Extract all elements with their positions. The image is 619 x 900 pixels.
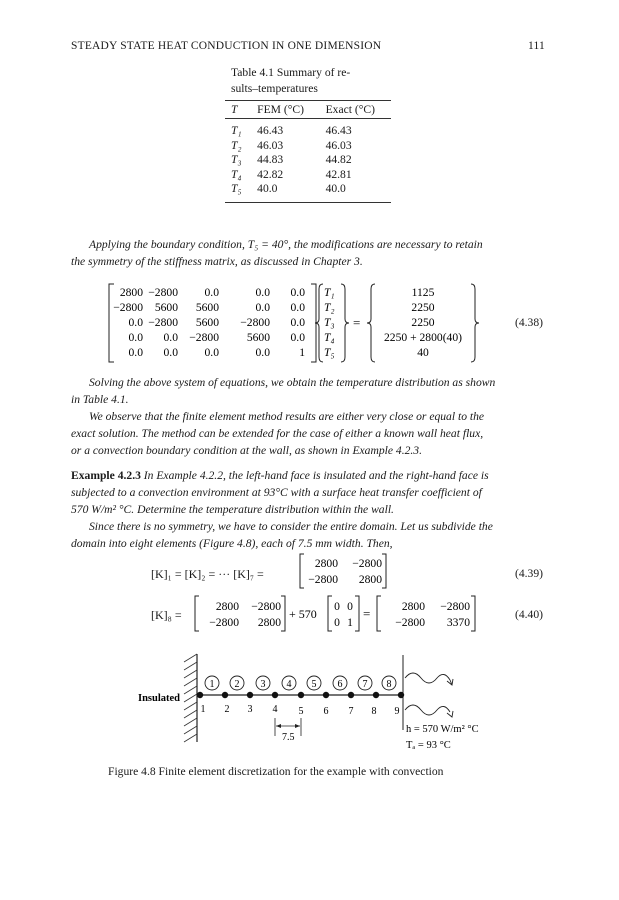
matrix-entry: 0.0 xyxy=(290,331,305,344)
matrix-entry: 2800 xyxy=(119,286,143,299)
table-caption-line1: Table 4.1 Summary of re- xyxy=(231,66,351,79)
matrix-entry: 0.0 xyxy=(290,286,305,299)
matrix-entry: 0 xyxy=(347,600,353,613)
matrix-entry: 0.0 xyxy=(128,346,143,359)
matrix-entry: 0.0 xyxy=(204,346,219,359)
matrix-bracket-left xyxy=(300,554,304,588)
matrix-entry: −2800 xyxy=(148,286,178,299)
element-number: 5 xyxy=(311,679,317,690)
node-dot xyxy=(398,692,404,698)
matrix-entry: 0.0 xyxy=(204,286,219,299)
page-number: 111 xyxy=(528,40,545,52)
node-number: 5 xyxy=(298,706,304,717)
ambient-temperature-label: Tₐ = 93 °C xyxy=(406,740,451,751)
matrix-entry: −2800 xyxy=(189,331,219,344)
vector-entry: 1125 xyxy=(411,286,435,299)
insulated-wall xyxy=(184,654,197,742)
matrix-bracket-right xyxy=(382,554,386,588)
text-line: Solving the above system of equations, we obtain the temperature distribution as shown xyxy=(89,376,496,389)
table-cell: 44.83 xyxy=(257,153,284,166)
matrix-entry: 2800 xyxy=(314,557,338,570)
table-header-row xyxy=(225,101,391,119)
example-text: In Example 4.2.2, the left-hand face is insulated and the right-hand face is xyxy=(143,469,489,482)
matrix-entry: 0.0 xyxy=(128,316,143,329)
matrix-bracket-right xyxy=(355,596,359,631)
node-number: 6 xyxy=(323,706,329,717)
table-row xyxy=(225,168,391,183)
element-number: 6 xyxy=(337,679,343,690)
table-cell: T₃ xyxy=(231,153,242,166)
node-number: 9 xyxy=(394,706,400,717)
node-dot xyxy=(272,692,278,698)
table-cell: 42.81 xyxy=(325,167,352,181)
matrix-bracket-right xyxy=(281,596,285,631)
matrix-entry: 0.0 xyxy=(255,286,270,299)
matrix-entry: 0.0 xyxy=(255,301,270,314)
rhs-brace-right xyxy=(471,284,479,362)
table-row xyxy=(225,139,391,154)
matrix-entry: −2800 xyxy=(440,600,470,613)
table-cell: 42.82 xyxy=(257,167,284,181)
equals-sign: = xyxy=(363,606,371,621)
vector-brace-right xyxy=(341,284,349,362)
node-number: 8 xyxy=(371,706,377,717)
equation-number: (4.38) xyxy=(515,316,544,329)
node-dot xyxy=(298,692,304,698)
element-number: 1 xyxy=(209,679,215,690)
text-line: Applying the boundary condition, T₅ = 40°, the modifications are necessary to retain xyxy=(89,238,483,251)
matrix-entry: 1 xyxy=(299,346,305,359)
node-number: 1 xyxy=(200,704,206,715)
table-cell: T₁ xyxy=(231,124,242,137)
node-labels xyxy=(201,704,400,717)
matrix-entry: 5600 xyxy=(195,301,219,314)
node-number: 3 xyxy=(247,704,253,715)
matrix-entry: 5600 xyxy=(246,331,270,344)
matrix-entry: 0.0 xyxy=(163,331,178,344)
table-header: T xyxy=(231,103,238,116)
table-row xyxy=(225,119,391,139)
stiffness-matrix xyxy=(113,286,305,359)
matrix-entry: 2800 xyxy=(215,600,239,613)
matrix-entry: 0.0 xyxy=(255,346,270,359)
matrix-entry: −2800 xyxy=(209,616,239,629)
node-dot xyxy=(323,692,329,698)
element-number: 3 xyxy=(260,679,266,690)
spacing-dimension xyxy=(275,718,301,743)
text-line: subjected to a convection environment at 93°C with a surface heat transfer coefficient of xyxy=(71,486,482,499)
running-header: STEADY STATE HEAT CONDUCTION IN ONE DIMENSION xyxy=(71,40,382,52)
text-line: domain into eight elements (Figure 4.8), each of 7.5 mm width. Then, xyxy=(71,537,393,550)
figure-4-8 xyxy=(130,650,500,760)
node-number: 2 xyxy=(224,704,230,715)
table-cell: 40.0 xyxy=(257,182,278,195)
table-cell: T₂ xyxy=(231,138,242,152)
node-number: 7 xyxy=(348,706,354,717)
matrix-entry: 1 xyxy=(347,616,353,629)
table-header: Exact (°C) xyxy=(325,103,375,116)
equation-number: (4.39) xyxy=(515,567,544,580)
table-row xyxy=(225,153,391,168)
nodes xyxy=(197,692,404,698)
table-row xyxy=(225,182,391,202)
table-caption-line2: sults–temperatures xyxy=(231,82,318,95)
element-number: 7 xyxy=(362,679,368,690)
example-label: Example 4.2.3 xyxy=(71,469,141,482)
table-header: FEM (°C) xyxy=(257,103,304,116)
text-line: Since there is no symmetry, we have to consider the entire domain. Let us subdivide the xyxy=(89,520,493,533)
table-cell: 46.43 xyxy=(257,124,284,137)
spacing-label: 7.5 xyxy=(282,732,295,743)
matrix-entry: 0.0 xyxy=(163,346,178,359)
matrix-entry: −2800 xyxy=(148,316,178,329)
table-cell: 44.82 xyxy=(325,153,352,166)
vector-entry: T₅ xyxy=(324,346,335,359)
equals-sign: = xyxy=(353,315,361,330)
table-cell: 46.03 xyxy=(325,138,352,152)
matrix-entry: −2800 xyxy=(395,616,425,629)
vector-entry: 2250 xyxy=(411,301,435,314)
node-dot xyxy=(222,692,228,698)
table-cell: 40.0 xyxy=(325,182,346,195)
plus-coefficient: + 570 xyxy=(289,607,317,621)
matrix-entry: 0.0 xyxy=(290,316,305,329)
vector-entry: 40 xyxy=(417,346,429,359)
text-line: or a convection boundary condition at the wall, as shown in Example 4.2.3. xyxy=(71,444,422,457)
table-caption xyxy=(231,65,350,97)
matrix-bracket-left xyxy=(195,596,199,631)
rhs-brace-left xyxy=(367,284,375,362)
rhs-vector xyxy=(384,286,462,359)
element-labels xyxy=(205,676,396,690)
unknown-vector xyxy=(324,286,334,359)
text-line: exact solution. The method can be extended for the case of either a known wall heat flux, xyxy=(71,427,484,440)
paragraph-boundary-condition xyxy=(71,236,549,270)
h-coefficient-label: h = 570 W/m² °C xyxy=(406,724,479,735)
table-cell: 46.03 xyxy=(257,138,284,152)
matrix-entry: 5600 xyxy=(154,301,178,314)
table-cell: T₅ xyxy=(231,182,242,195)
equation-4-39-lhs: [K]₁ = [K]₂ = ··· [K]₇ = xyxy=(151,567,264,581)
equation-4-40-lhs: [K]₈ = xyxy=(151,608,182,622)
element-number: 8 xyxy=(386,679,392,690)
node-dot xyxy=(247,692,253,698)
element-number: 4 xyxy=(286,679,292,690)
vector-entry: T₃ xyxy=(324,316,335,329)
text-line: the symmetry of the stiffness matrix, as discussed in Chapter 3. xyxy=(71,255,363,268)
matrix-entry: −2800 xyxy=(352,557,382,570)
matrix-entry: −2800 xyxy=(113,301,143,314)
convection-arrows-icon xyxy=(405,673,453,717)
matrix-entry: 2800 xyxy=(358,573,382,586)
matrix-entry: 0.0 xyxy=(290,301,305,314)
results-table xyxy=(225,100,391,203)
node-dot xyxy=(348,692,354,698)
vector-entry: T₁ xyxy=(324,286,335,299)
matrix-entry: 0 xyxy=(334,616,340,629)
matrix-bracket-left xyxy=(109,284,114,362)
text-line: We observe that the finite element method results are either very close or equal to the xyxy=(89,410,485,423)
matrix-entry: 5600 xyxy=(195,316,219,329)
matrix-entry: 2800 xyxy=(257,616,281,629)
matrix-bracket-right xyxy=(471,596,475,631)
example-block xyxy=(71,467,549,552)
equation-4-40-body xyxy=(193,595,483,633)
text-line: 570 W/m² °C. Determine the temperature distribution within the wall. xyxy=(71,503,394,516)
vector-entry: 2250 xyxy=(411,316,435,329)
matrix-entry: 3370 xyxy=(446,616,470,629)
text-line xyxy=(71,467,549,484)
equation-number: (4.40) xyxy=(515,608,544,621)
equation-4-39-matrix xyxy=(298,553,390,589)
matrix-entry: −2800 xyxy=(251,600,281,613)
matrix-entry: 0.0 xyxy=(128,331,143,344)
matrix-bracket-left xyxy=(328,596,332,631)
matrix-entry: 0 xyxy=(334,600,340,613)
text-line: in Table 4.1. xyxy=(71,393,129,406)
node-number: 4 xyxy=(272,704,278,715)
equation-4-38 xyxy=(105,283,485,363)
vector-entry: T₄ xyxy=(324,331,335,344)
paragraph-solving xyxy=(71,374,549,459)
matrix-entry: −2800 xyxy=(308,573,338,586)
vector-entry: T₂ xyxy=(324,301,335,314)
figure-caption: Figure 4.8 Finite element discretization for the example with convection xyxy=(108,765,444,778)
vector-entry: 2250 + 2800(40) xyxy=(383,331,463,344)
table-cell: T₄ xyxy=(231,167,242,181)
node-dot xyxy=(373,692,379,698)
table-cell: 46.43 xyxy=(325,124,352,137)
node-dot xyxy=(197,692,203,698)
matrix-bracket-left xyxy=(377,596,381,631)
matrix-entry: −2800 xyxy=(240,316,270,329)
element-number: 2 xyxy=(234,679,240,690)
matrix-entry: 2800 xyxy=(401,600,425,613)
insulated-label: Insulated xyxy=(138,693,181,704)
